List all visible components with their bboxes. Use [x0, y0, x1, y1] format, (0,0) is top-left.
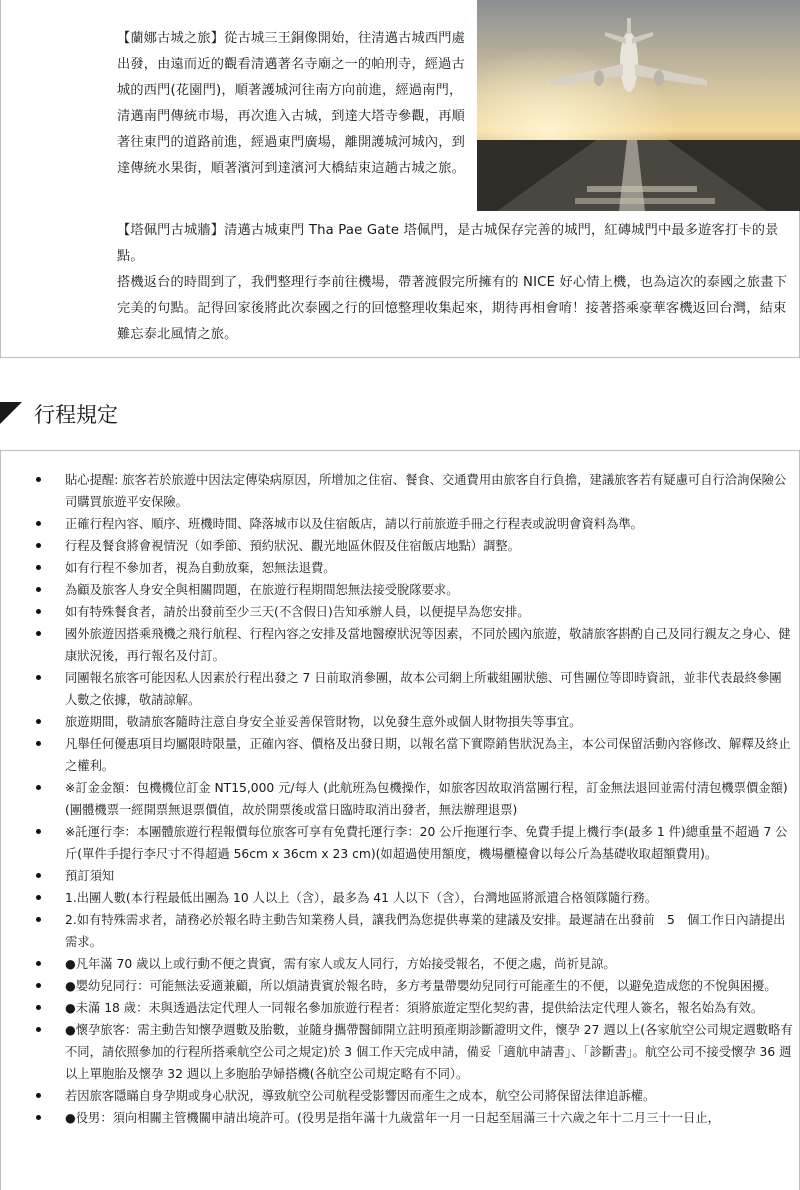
- list-item: 行程及餐食將會視情況（如季節、預約狀況、觀光地區休假及住宿飯店地點）調整。: [41, 535, 793, 557]
- rules-box: [0, 450, 800, 1190]
- list-item: ●凡年滿 70 歲以上或行動不便之貴賓，需有家人或友人同行，方始接受報名，不便之處，尚祈見諒。: [41, 953, 793, 975]
- list-item: 若因旅客隱瞞自身孕期或身心狀況，導致航空公司航程受影響因而產生之成本，航空公司將保留法律追訴權。: [41, 1085, 793, 1107]
- list-item: 國外旅遊因搭乘飛機之飛行航程、行程內容之安排及當地醫療狀況等因素，不同於國內旅遊，敬請旅客斟酌自己及同行親友之身心、健康狀況後，再行報名及付訂。: [41, 623, 793, 667]
- triangle-marker-icon: [0, 402, 22, 424]
- rules-list: [41, 469, 793, 1129]
- return-flight-paragraph: 搭機返台的時間到了，我們整理行李前往機場，帶著渡假完所擁有的 NICE 好心情上機，也為這次的泰國之旅畫下完美的句點。記得回家後將此次泰國之行的回憶整理收集起來，期待再相會唷！接著搭乘豪華客機返回台灣，結束難忘泰北風情之旅。: [117, 275, 788, 342]
- list-item: 預訂須知: [41, 865, 793, 887]
- section-title: 行程規定: [34, 403, 118, 427]
- list-item: 凡舉任何優惠項目均屬限時限量，正確內容、價格及出發日期，以報名當下實際銷售狀況為主，本公司保留活動內容修改、解釋及終止之權利。: [41, 733, 793, 777]
- list-item: ●嬰幼兒同行：可能無法妥適兼顧，所以煩請貴賓於報名時，多方考量帶嬰幼兒同行可能產生的不便，以避免造成您的不悅與困擾。: [41, 975, 793, 997]
- list-item: ※託運行李：本團體旅遊行程報價每位旅客可享有免費托運行李：20 公斤拖運行李、免費手提上機行李(最多 1 件)總重量不超過 7 公斤(單件手提行李尺寸不得超過 56cm x 36cm x 23 cm)(如超過使用額度，機場櫃檯會以每公斤為基礎收取超額費用)。: [41, 821, 793, 865]
- airplane-runway-image: [477, 0, 800, 211]
- section-header: [0, 396, 118, 432]
- list-item: 如有行程不參加者，視為自動放棄，恕無法退費。: [41, 557, 793, 579]
- list-item: ※訂金金額：包機機位訂金 NT15,000 元/每人 (此航班為包機操作，如旅客因故取消當團行程，訂金無法退回並需付清包機票價金額)(團體機票一經開票無退票價值，故於開票後或當日臨時取消出發者，無法辦理退票): [41, 777, 793, 821]
- list-item: ●役男：須向相關主管機關申請出境許可。(役男是指年滿十九歲當年一月一日起至屆滿三十六歲之年十二月三十一日止，: [41, 1107, 793, 1129]
- list-item: 同團報名旅客可能因私人因素於行程出發之 7 日前取消參團，故本公司網上所載組團狀態、可售團位等即時資訊，並非代表最終參團人數之依據，敬請諒解。: [41, 667, 793, 711]
- list-item: ●未滿 18 歲：未與透過法定代理人一同報名參加旅遊行程者：須將旅遊定型化契約書，提供給法定代理人簽名，報名始為有效。: [41, 997, 793, 1019]
- lanna-old-city-paragraph: 【蘭娜古城之旅】從古城三王銅像開始，往清邁古城西門處出發，由遠而近的觀看清邁著名寺廟之一的帕刑寺，經過古城的西門(花園門)，順著護城河往南方向前進，經過南門，清邁南門傳統市場，再次進入古城，到達大塔寺參觀，再順著往東門的道路前進，經過東門廣場，離開護城河城內，到達傳統水果街，順著濱河到達濱河大橋結束這趟古城之旅。: [117, 31, 466, 176]
- itinerary-description-box: [0, 0, 800, 358]
- tha-pae-gate-paragraph: 【塔佩門古城牆】清邁古城東門 Tha Pae Gate 塔佩門，是古城保存完善的城門，紅磚城門中最多遊客打卡的景點。: [117, 223, 779, 264]
- list-item: ●懷孕旅客：需主動告知懷孕週數及胎數，並隨身攜帶醫師開立註明預產期診斷證明文件，懷孕 27 週以上(各家航空公司規定週數略有不同，請依照參加的行程所搭乘航空公司之規定)於 3 個工作天完成申請，備妥「適航申請書」、「診斷書」。航空公司不接受懷孕 36 週以上單胞胎及懷孕 32 週以上多胞胎孕婦搭機(各航空公司規定略有不同）。: [41, 1019, 793, 1085]
- list-item: 如有特殊餐食者，請於出發前至少三天(不含假日)告知承辦人員，以便提早為您安排。: [41, 601, 793, 623]
- list-item: 為顧及旅客人身安全與相關問題，在旅遊行程期間恕無法接受脫隊要求。: [41, 579, 793, 601]
- list-item: 1.出團人數(本行程最低出團為 10 人以上（含），最多為 41 人以下（含），台灣地區將派遣合格領隊隨行務。: [41, 887, 793, 909]
- list-item: 2.如有特殊需求者，請務必於報名時主動告知業務人員，讓我們為您提供專業的建議及安排。最遲請在出發前 5 個工作日內請提出需求。: [41, 909, 793, 953]
- list-item: 旅遊期間，敬請旅客隨時注意自身安全並妥善保管財物，以免發生意外或個人財物損失等事宜。: [41, 711, 793, 733]
- list-item: 貼心提醒: 旅客若於旅遊中因法定傳染病原因，所增加之住宿、餐食、交通費用由旅客自行負擔，建議旅客若有疑慮可自行洽詢保險公司購買旅遊平安保險。: [41, 469, 793, 513]
- airplane-takeoff-photo: [477, 0, 800, 211]
- list-item: 正確行程內容、順序、班機時間、降落城市以及住宿飯店，請以行前旅遊手冊之行程表或說明會資料為準。: [41, 513, 793, 535]
